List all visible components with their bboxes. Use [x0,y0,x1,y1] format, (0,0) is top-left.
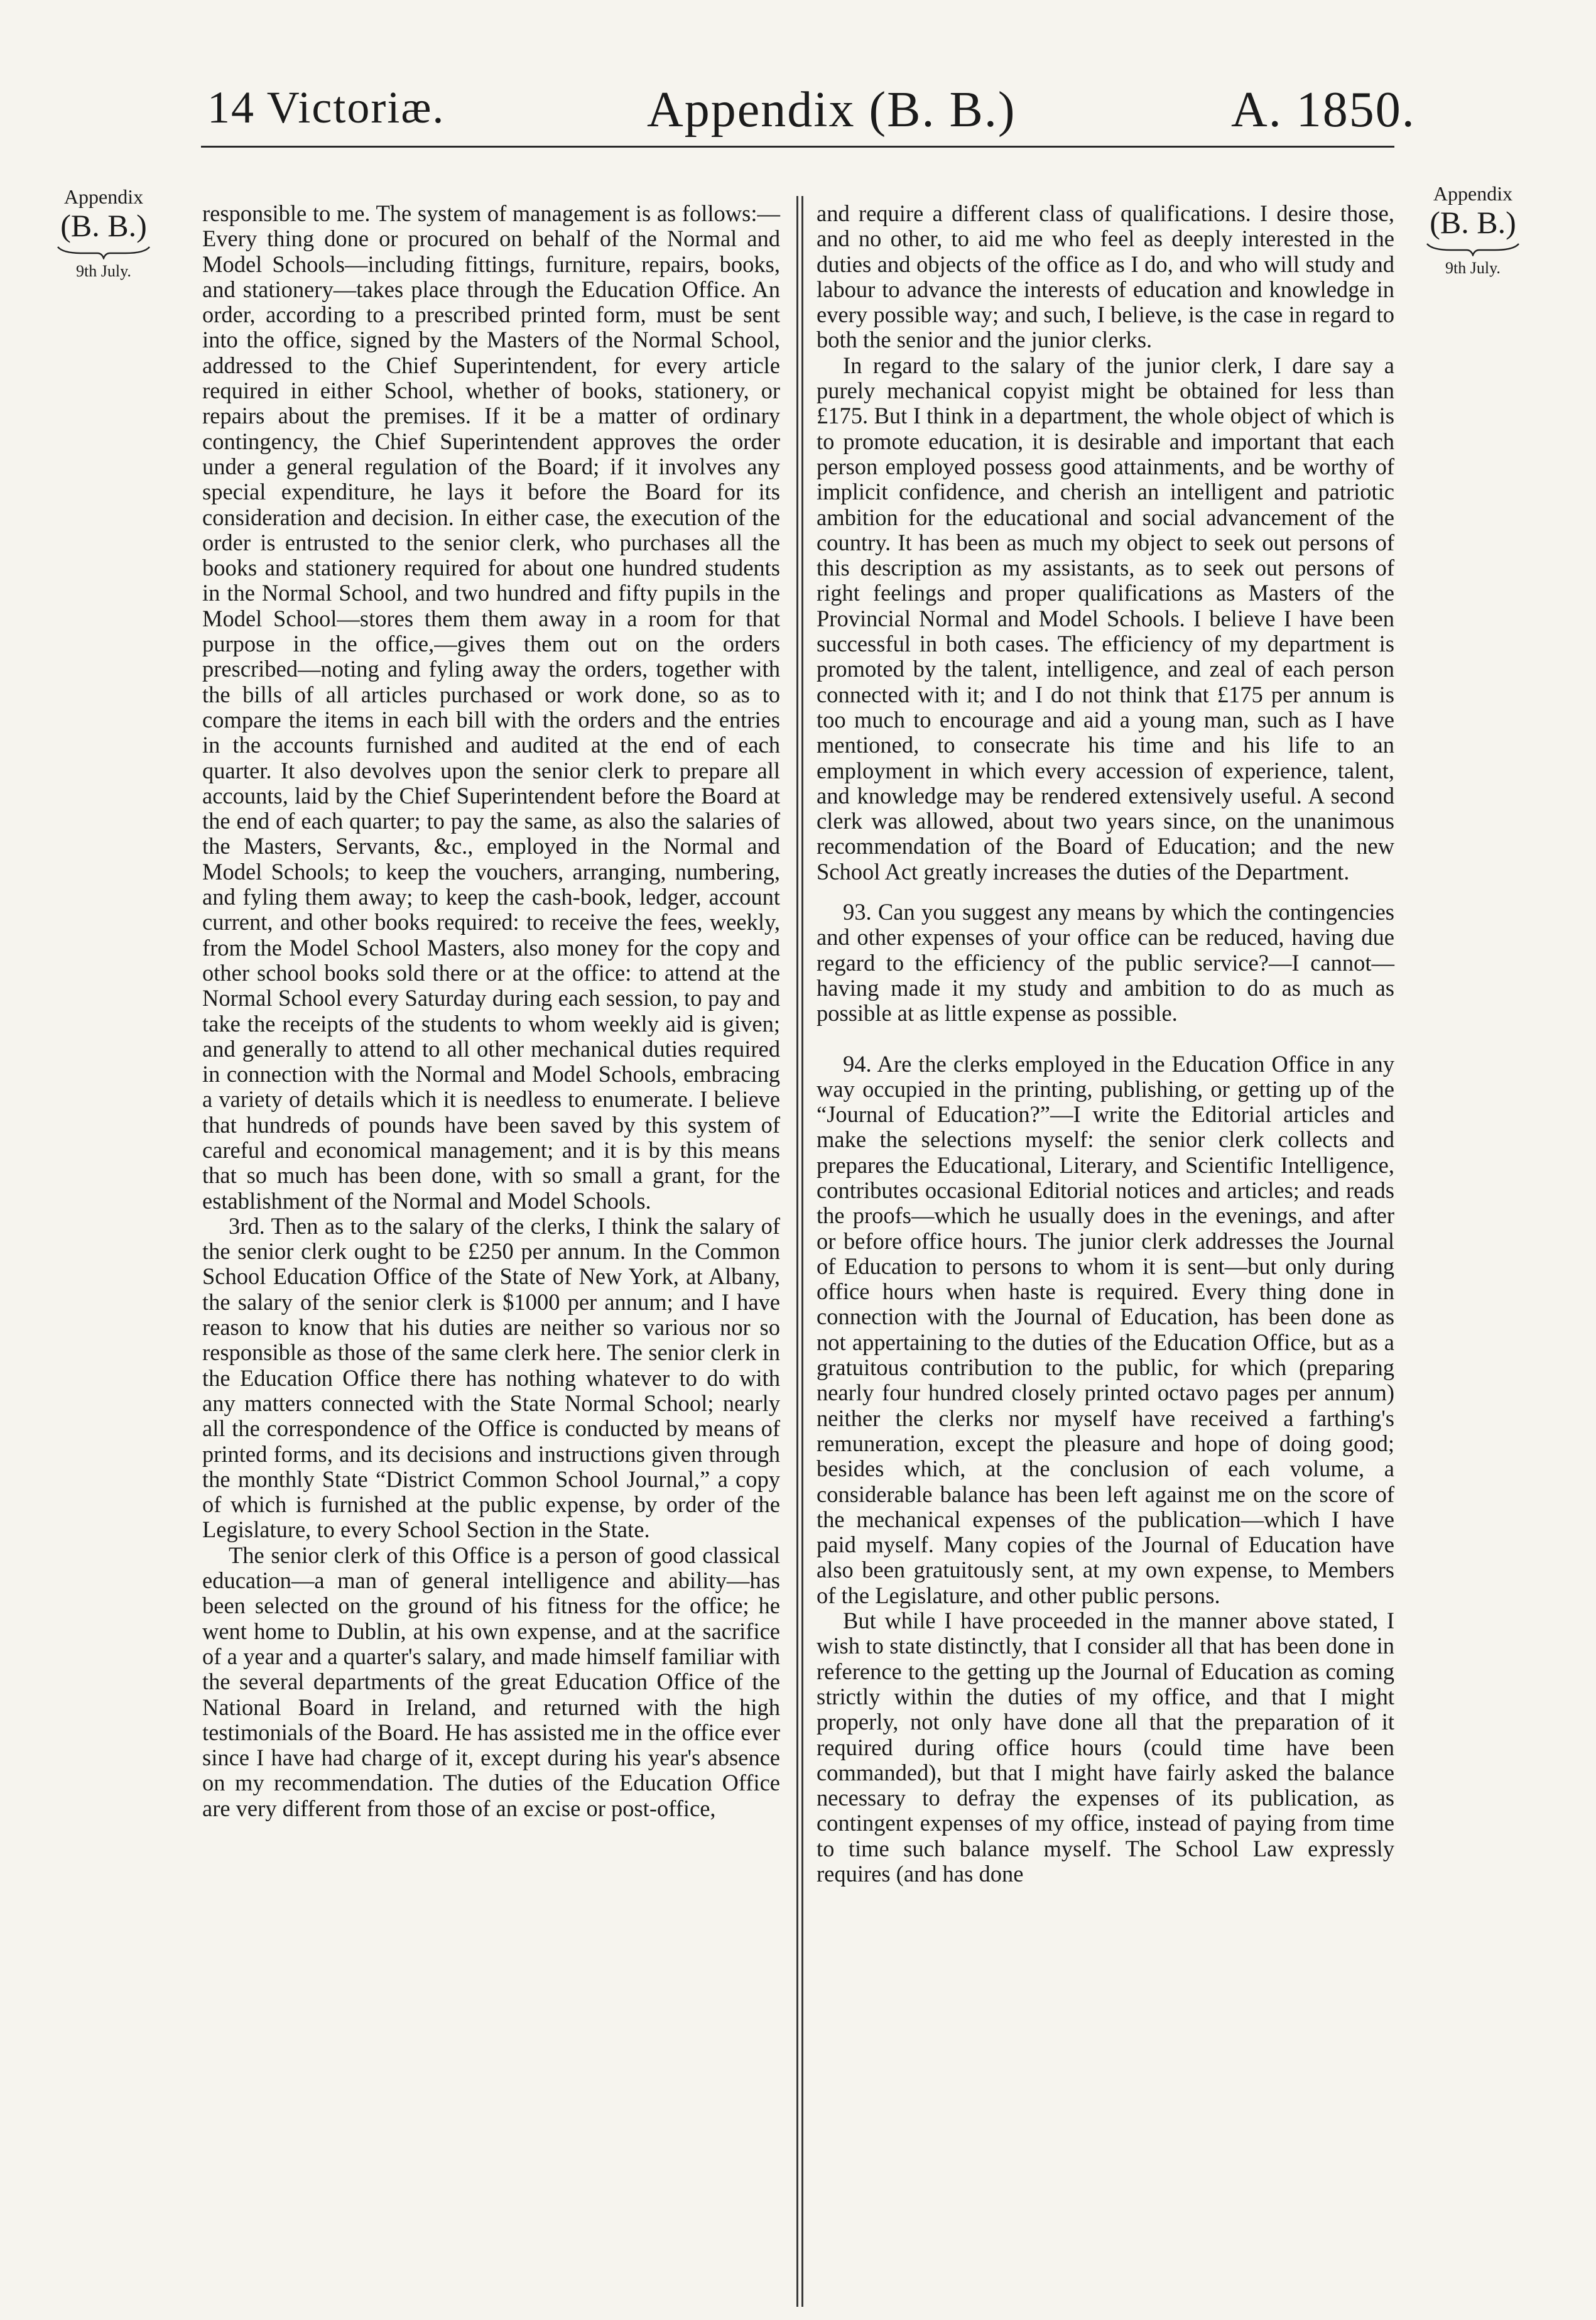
paragraph: responsible to me. The system of management is as follows:—Every thing done or procured on behalf of the Normal and Model Schools—including fittings, furniture, repairs, books, and stationery—takes place through the Education Office. An order, according to a prescribed printed form, must be sent into the office, signed by the Masters of the Normal School, addressed to the Chief Superintendent, for every article required in either School, whether of books, stationery, or repairs about the premises. If it be a matter of ordinary contingency, the Chief Superintendent approves the order under a general regulation of the Board; if it involves any special expenditure, he lays it before the Board for its consideration and decision. In either case, the execution of the order is entrusted to the senior clerk, who purchases all the books and stationery required for about one hundred students in the Normal School, and two hundred and fifty pupils in the Model School—stores them them away in a room for that purpose in the office,—gives them out on the orders prescribed—noting and fyling away the orders, together with the bills of all articles purchased or work done, so as to compare the items in each bill with the orders and the entries in the accounts furnished and audited at the end of each quarter. It also devolves upon the senior clerk to prepare all accounts, laid by the Chief Superintendent before the Board at the end of each quarter; to pay the same, as also the salaries of the Masters, Servants, &c., employed in the Normal and Model Schools; to keep the vouchers, arranging, numbering, and fyling them away; to keep the cash-book, ledger, account current, and other books required: to receive the fees, weekly, from the Model School Masters, also money for the copy and other school books sold there or at the office: to attend at the Normal School every Saturday during each session, to pay and take the receipts of the students to whom weekly aid is given; and generally to attend to all other mechanical duties required in connection with the Normal and Model Schools, embracing a variety of details which it is needless to enumerate. I believe that hundreds of pounds have been saved by this system of careful and economical management; and it is by this means that so much has been done, with so small a grant, for the establishment of the Normal and Model Schools. [202,200,780,1214]
margin-brace-icon [57,244,151,259]
margin-date: 9th July. [76,262,131,280]
left-margin-note [38,185,170,281]
margin-section-label: (B. B.) [1430,205,1516,240]
margin-appendix-label: Appendix [63,185,144,208]
paragraph: But while I have proceeded in the manner above stated, I wish to state distinctly, that I consider all that has been done in reference to the getting up the Journal of Education as coming strictly within the duties of my office, and that I might properly, not only have done all that the preparation of it required during office hours (could time have been commanded), but that I might have fairly asked the balance necessary to defray the expenses of its publication, as contingent expenses of my office, instead of paying from time to time such balance myself. The School Law expressly requires (and has done [817,1608,1394,1887]
paragraph: In regard to the salary of the junior clerk, I dare say a purely mechanical copyist might be obtained for less than £175. But I think in a department, the whole object of which is to promote education, it is desirable and important that each person employed possess good attainments, and be worthy of implicit confidence, and cherish an intelligent and patriotic ambition for the educational and social advancement of the country. It has been as much my object to seek out persons of this description as my assistants, as to seek out persons of right feelings and proper qualifications as Masters of the Provincial Normal and Model Schools. I believe I have been successful in both cases. The efficiency of my department is promoted by the talent, intelligence, and zeal of each person connected with it; and I do not think that £175 per annum is too much to encourage and aid a young man, such as I have mentioned, to consecrate his time and his life to an employment in which every accession of experience, talent, and knowledge may be rendered extensively useful. A second clerk was allowed, about two years since, on the unanimous recommendation of the Board of Education; and the new School Act greatly increases the duties of the Department. [817,352,1394,885]
paragraph: The senior clerk of this Office is a person of good classical education—a man of general intelligence and ability—has been selected on the ground of his fitness for the office; he went home to Dublin, at his own expense, and at the sacrifice of a year and a quarter's salary, and made himself familiar with the several departments of the great Education Office of the National Board in Ireland, and returned with the high testimonials of the Board. He has assisted me in the office ever since I have had charge of it, except during his year's absence on my recommendation. The duties of the Education Office are very different from those of an excise or post-office, [202,1542,780,1821]
column-divider [796,196,798,2307]
page-header [0,82,1596,151]
question-94: 94. Are the clerks employed in the Education Office in any way occupied in the printing, publishing, or getting up of the “Journal of Education?”—I write the Editorial articles and make the selections myself: the senior clerk collects and prepares the Educational, Literary, and Scientific Intelligence, contributes occasional Editorial notices and articles; and reads the proofs—which he usually does in the evenings, and after or before office hours. The junior clerk addresses the Journal of Education to persons to whom it is sent—but only during office hours when haste is required. Every thing done in connection with the Journal of Education, has been done as not appertaining to the duties of the Education Office, but as a gratuitous contribution to the public, for which (preparing nearly four hundred closely printed octavo pages per annum) neither the clerks nor myself have received a farthing's remuneration, except the pleasure and hope of doing good; besides which, at the conclusion of each volume, a considerable balance has been left against me on the score of the mechanical expenses of the publication—which I have paid myself. Many copies of the Journal of Education have also been gratuitously sent, at my own expense, to Members of the Legislature, and other public persons. [817,1050,1394,1608]
margin-brace-icon [1426,241,1520,256]
header-regnal-year: 14 Victoriæ. [207,82,445,133]
header-session-year: A. 1850. [1231,82,1416,138]
right-margin-note [1407,182,1539,278]
paragraph: 3rd. Then as to the salary of the clerks, I think the salary of the senior clerk ought to be £250 per annum. In the Common School Education Office of the State of New York, at Albany, the salary of the senior clerk is $1000 per annum; and I have reason to know that his duties are neither so various nor so responsible as those of the same clerk here. The senior clerk in the Education Office there has nothing whatever to do with any matters connected with the State Normal School; nearly all the correspondence of the Office is conducted by means of printed forms, and its decisions and instructions given through the monthly State “District Common School Journal,” a copy of which is furnished at the public expense, by order of the Legislature, to every School Section in the State. [202,1212,780,1543]
margin-appendix-label: Appendix [1433,182,1513,205]
question-93: 93. Can you suggest any means by which the contingencies and other expenses of your office can be reduced, having due regard to the efficiency of the public service?—I cannot—having made it my study and ambition to do as much as possible at as little expense as possible. [817,899,1394,1027]
margin-date: 9th July. [1445,259,1501,277]
header-appendix-title: Appendix (B. B.) [647,82,1016,138]
column-divider [801,196,803,2307]
margin-section-label: (B. B.) [60,208,147,243]
paragraph: and require a different class of qualifications. I desire those, and no other, to aid me who feel as deeply interested in the duties and objects of the office as I do, and who will study and labour to advance the interests of education and knowledge in every possible way; and such, I believe, is the case in regard to both the senior and the junior clerks. [817,200,1394,353]
header-rule [201,146,1394,148]
left-text-column [202,201,780,1821]
right-text-column [817,201,1394,1887]
